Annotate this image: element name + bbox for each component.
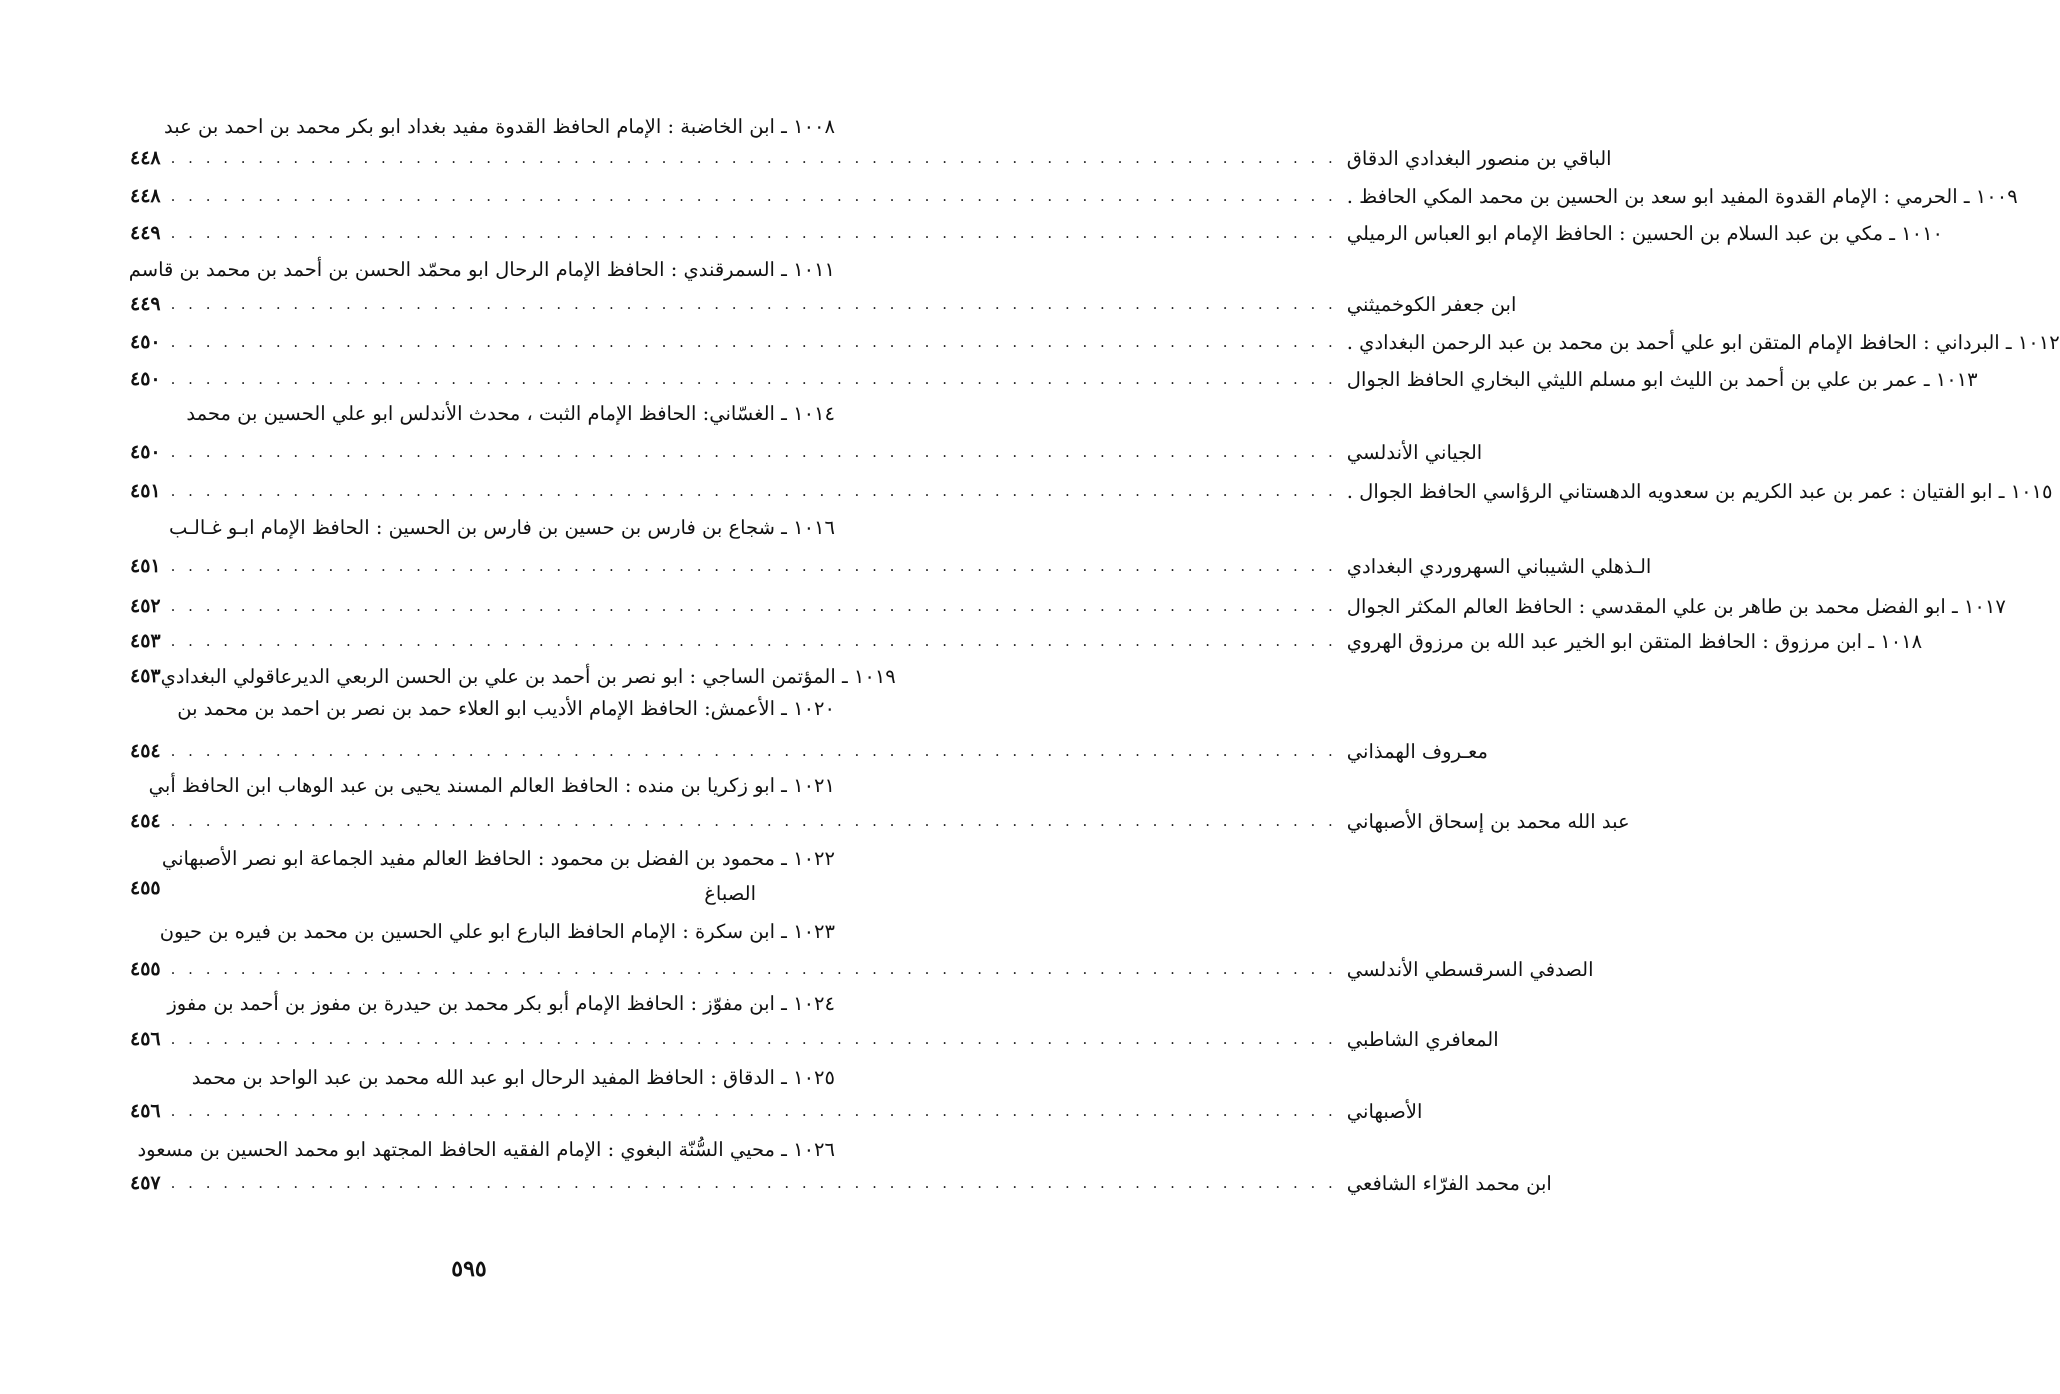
leader-dots: . . . . . . . . . . . . . . . . . . . . . . . . . . . . . . . . . . . . . . . . . . . . . . . . . . . . . . . . . . . . . . . . . . . (170, 482, 1337, 500)
entry-1024-line1: ١٠٢٤ ـ ابن مفوّز : الحافظ الإمام أبو بكر محمد بن حيدرة بن مفوز بن أحمد بن مفوز (167, 992, 835, 1015)
entry-1023-line1: ١٠٢٣ ـ ابن سكرة : الإمام الحافظ البارع ابو علي الحسين بن محمد بن فيره بن حيون (159, 920, 835, 943)
entry-1013-row (130, 363, 1978, 395)
leader-dots: . . . . . . . . . . . . . . . . . . . . . . . . . . . . . . . . . . . . . . . . . . . . . . . . . . . . . . . . . . . . . . . . . . . (170, 960, 1337, 978)
entry-1012-line1: ١٠١٢ ـ البرداني : الحافظ الإمام المتقن ابو علي أحمد بن محمد بن عبد الرحمن البغدادي . (1346, 330, 2060, 354)
entry-1020-line2: معـروف الهمذاني (1346, 739, 1488, 763)
entry-1016-line1: ١٠١٦ ـ شجاع بن فارس بن حسين بن فارس بن الحسين : الحافظ الإمام ابـو غـالـب (169, 516, 835, 539)
leader-dots: . . . . . . . . . . . . . . . . . . . . . . . . . . . . . . . . . . . . . . . . . . . . . . . . . . . . . . . . . . . . . . . . . . . (170, 1174, 1337, 1192)
entry-1015-row (130, 475, 2053, 507)
entry-1011-page: ٤٤٩ (130, 293, 161, 315)
entry-1009-page: ٤٤٨ (130, 185, 161, 207)
leader-dots: . . . . . . . . . . . . . . . . . . . . . . . . . . . . . . . . . . . . . . . . . . . . . . . . . . . . . . . . . . . . . . . . . . . (170, 812, 1337, 830)
entry-1011-line1: ١٠١١ ـ السمرقندي : الحافظ الإمام الرحال ابو محمّد الحسن بن أحمد بن محمد بن قاسم (128, 258, 835, 281)
entry-1020-line1: ١٠٢٠ ـ الأعمش: الحافظ الإمام الأديب ابو العلاء حمد بن نصر بن احمد بن محمد بن (177, 697, 835, 720)
entry-1015-line1: ١٠١٥ ـ ابو الفتيان : عمر بن عبد الكريم بن سعدويه الدهستاني الرؤاسي الحافظ الجوال . (1346, 479, 2053, 503)
entry-1018-line1: ١٠١٨ ـ ابن مرزوق : الحافظ المتقن ابو الخير عبد الله بن مرزوق الهروي (1346, 629, 1923, 653)
leader-dots: . . . . . . . . . . . . . . . . . . . . . . . . . . . . . . . . . . . . . . . . . . . . . . . . . . . . . . . . . . . . . . . . . . . (170, 333, 1337, 351)
entry-1014-page: ٤٥٠ (130, 441, 161, 463)
leader-dots: . . . . . . . . . . . . . . . . . . . . . . . . . . . . . . . . . . . . . . . . . . . . . . . . . . . . . . . . . . . . . . . . . . . (170, 370, 1337, 388)
leader-dots: . . . . . . . . . . . . . . . . . . . . . . . . . . . . . . . . . . . . . . . . . . . . . . . . . . . . . . . . . . . . . . . . . . . (170, 632, 1337, 650)
entry-1021-page: ٤٥٤ (130, 810, 161, 832)
entry-1026-page: ٤٥٧ (130, 1172, 161, 1194)
entry-1016-line2: الـذهلي الشيباني السهروردي البغدادي (1346, 554, 1652, 578)
entry-1009-row (130, 180, 2018, 212)
entry-1008-row (130, 142, 1612, 174)
leader-dots: . . . . . . . . . . . . . . . . . . . . . . . . . . . . . . . . . . . . . . . . . . . . . . . . . . . . . . . . . . . . . . . . . . . (170, 443, 1337, 461)
entry-1026-line1: ١٠٢٦ ـ محيي السُّنّة البغوي : الإمام الفقيه الحافظ المجتهد ابو محمد الحسين بن مسعود (137, 1138, 835, 1161)
entry-1019-page: ٤٥٣ (130, 665, 161, 687)
page-number: ٥٩٥ (451, 1256, 487, 1282)
entry-1010-page: ٤٤٩ (130, 222, 161, 244)
leader-dots: . . . . . . . . . . . . . . . . . . . . . . . . . . . . . . . . . . . . . . . . . . . . . . . . . . . . . . . . . . . . . . . . . . . (170, 149, 1337, 167)
entry-1014-line1: ١٠١٤ ـ الغسّاني: الحافظ الإمام الثبت ، محدث الأندلس ابو علي الحسين بن محمد (186, 402, 835, 425)
leader-dots: . . . . . . . . . . . . . . . . . . . . . . . . . . . . . . . . . . . . . . . . . . . . . . . . . . . . . . . . . . . . . . . . . . . (170, 187, 1337, 205)
entry-1022-line2: الصباغ (704, 882, 756, 905)
entry-1026-line2: ابن محمد الفرّاء الشافعي (1346, 1171, 1552, 1195)
entry-1025-line2: الأصبهاني (1346, 1099, 1423, 1123)
entry-1008-line1: ١٠٠٨ ـ ابن الخاضبة : الإمام الحافظ القدوة مفيد بغداد ابو بكر محمد بن احمد بن عبد (164, 115, 835, 138)
entry-1009-line1: ١٠٠٩ ـ الحرمي : الإمام القدوة المفيد ابو سعد بن الحسين بن محمد المكي الحافظ . (1346, 184, 2018, 208)
entry-1015-page: ٤٥١ (130, 480, 161, 502)
entry-1020-page: ٤٥٤ (130, 740, 161, 762)
entry-1008-line2: الباقي بن منصور البغدادي الدقاق (1346, 146, 1612, 170)
entry-1012-page: ٤٥٠ (130, 331, 161, 353)
entry-1023-row (130, 953, 1594, 985)
entry-1016-page: ٤٥١ (130, 555, 161, 577)
leader-dots: . . . . . . . . . . . . . . . . . . . . . . . . . . . . . . . . . . . . . . . . . . . . . . . . . . . . . . . . . . . . . . . . . . . (170, 1102, 1337, 1120)
leader-dots: . . . . . . . . . . . . . . . . . . . . . . . . . . . . . . . . . . . . . . . . . . . . . . . . . . . . . . . . . . . . . . . . . . . (170, 295, 1337, 313)
entry-1018-row (130, 625, 1923, 657)
entry-1008-page: ٤٤٨ (130, 147, 161, 169)
entry-1010-line1: ١٠١٠ ـ مكي بن عبد السلام بن الحسين : الحافظ الإمام ابو العباس الرميلي (1346, 221, 1944, 245)
entry-1025-row (130, 1095, 1423, 1127)
entry-1013-line1: ١٠١٣ ـ عمر بن علي بن أحمد بن الليث ابو مسلم الليثي البخاري الحافظ الجوال (1346, 367, 1978, 391)
leader-dots: . . . . . . . . . . . . . . . . . . . . . . . . . . . . . . . . . . . . . . . . . . . . . . . . . . . . . . . . . . . . . . . . . . . (170, 1030, 1337, 1048)
entry-1024-page: ٤٥٦ (130, 1028, 161, 1050)
entry-1021-row (130, 805, 1630, 837)
entry-1013-page: ٤٥٠ (130, 368, 161, 390)
entry-1011-line2: ابن جعفر الكوخميثني (1346, 292, 1517, 316)
entry-1021-line1: ١٠٢١ ـ ابو زكريا بن منده : الحافظ العالم المسند يحيى بن عبد الوهاب ابن الحافظ أبي (148, 774, 835, 797)
leader-dots: . . . . . . . . . . . . . . . . . . . . . . . . . . . . . . . . . . . . . . . . . . . . . . . . . . . . . . . . . . . . . . . . . . . (170, 742, 1337, 760)
leader-dots: . . . . . . . . . . . . . . . . . . . . . . . . . . . . . . . . . . . . . . . . . . . . . . . . . . . . . . . . . . . . . . . . . . . (170, 224, 1337, 242)
entry-1023-line2: الصدفي السرقسطي الأندلسي (1346, 957, 1594, 981)
entry-1022-page: ٤٥٥ (130, 877, 161, 899)
entry-1016-row (130, 550, 1652, 582)
entry-1024-line2: المعافري الشاطبي (1346, 1027, 1499, 1051)
entry-1018-page: ٤٥٣ (130, 630, 161, 652)
leader-dots: . . . . . . . . . . . . . . . . . . . . . . . . . . . . . . . . . . . . . . . . . . . . . . . . . . . . . . . . . . . . . . . . . . . (170, 597, 1337, 615)
entry-1024-row (130, 1023, 1499, 1055)
entry-1021-line2: عبد الله محمد بن إسحاق الأصبهاني (1346, 809, 1630, 833)
entry-1020-row (130, 735, 1488, 767)
entry-1017-row (130, 590, 2006, 622)
entry-1025-page: ٤٥٦ (130, 1100, 161, 1122)
entry-1017-page: ٤٥٢ (130, 595, 161, 617)
entry-1014-row (130, 436, 1483, 468)
entry-1012-row (130, 326, 2060, 358)
entry-1014-line2: الجياني الأندلسي (1346, 440, 1483, 464)
entry-1011-row (130, 288, 1517, 320)
entry-1010-row (130, 217, 1944, 249)
entry-1023-page: ٤٥٥ (130, 958, 161, 980)
leader-dots: . . . . . . . . . . . . . . . . . . . . . . . . . . . . . . . . . . . . . . . . . . . . . . . . . . . . . . . . . . . . . . . . . . . (170, 557, 1337, 575)
entry-1019-row (130, 660, 896, 692)
entry-1025-line1: ١٠٢٥ ـ الدقاق : الحافظ المفيد الرحال ابو عبد الله محمد بن عبد الواحد بن محمد (191, 1066, 835, 1089)
entry-1019-line1: ١٠١٩ ـ المؤتمن الساجي : ابو نصر بن أحمد بن علي بن الحسن الربعي الديرعاقولي البغدادي (160, 664, 896, 688)
entry-1022-line1: ١٠٢٢ ـ محمود بن الفضل بن محمود : الحافظ العالم مفيد الجماعة ابو نصر الأصبهاني (161, 847, 835, 870)
entry-1017-line1: ١٠١٧ ـ ابو الفضل محمد بن طاهر بن علي المقدسي : الحافظ العالم المكثر الجوال (1346, 594, 2006, 618)
entry-1026-row (130, 1167, 1552, 1199)
